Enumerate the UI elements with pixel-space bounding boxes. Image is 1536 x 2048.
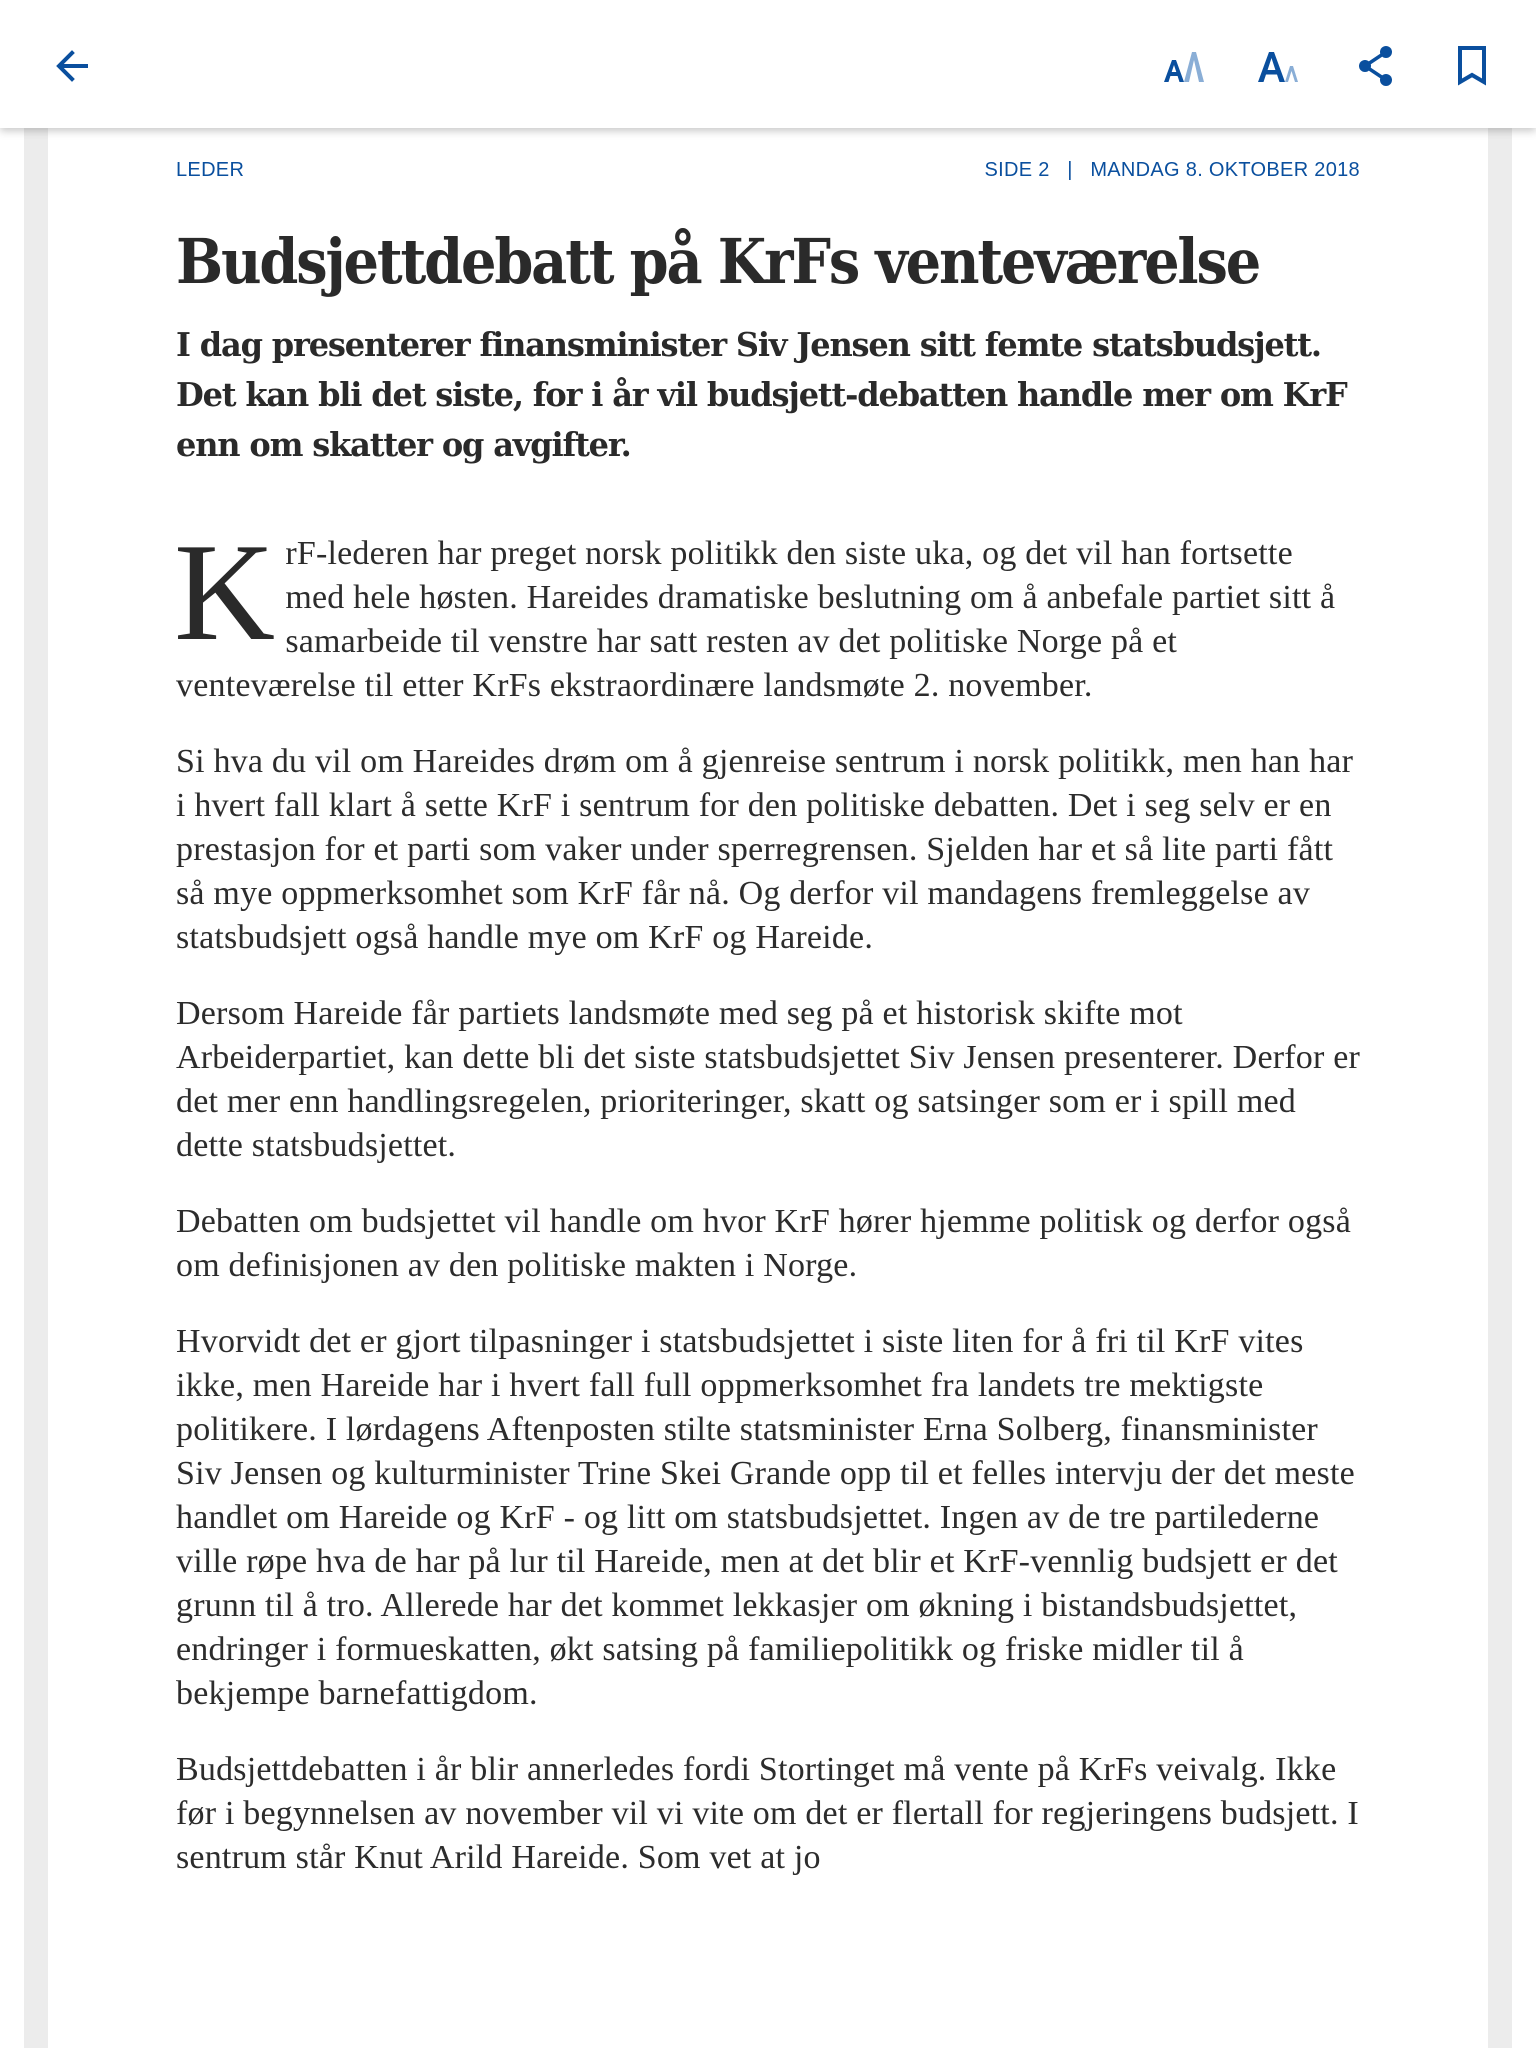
page-gutter-right <box>1488 128 1512 2048</box>
decrease-text-size-button[interactable] <box>1148 34 1220 98</box>
section-label: LEDER <box>176 159 245 181</box>
article-page[interactable] <box>48 128 1488 2048</box>
page-and-date <box>985 159 1361 182</box>
body-paragraph: Debatten om budsjettet vil handle om hvor KrF hører hjemme politisk og derfor også om definisjonen av den politiske makten i Norge. <box>176 1203 1351 1284</box>
article-meta <box>176 128 1360 188</box>
page-gutter-left <box>24 128 48 2048</box>
arrow-left-icon <box>52 46 92 86</box>
body-paragraph: Budsjettdebatten i år blir annerledes fordi Stortinget må vente på KrFs veivalg. Ikke før i begynnelsen av november vil vi vite om det er flertall for regjeringens budsjett. I sentrum står Knut Arild Hareide. Som vet at jo <box>176 1751 1359 1876</box>
article-body <box>174 515 1361 1880</box>
publication-date: MANDAG 8. OKTOBER 2018 <box>1090 159 1360 181</box>
app-header <box>0 0 1536 128</box>
bookmark-button[interactable] <box>1436 34 1508 98</box>
share-button[interactable] <box>1340 34 1412 98</box>
body-paragraph: Si hva du vil om Hareides drøm om å gjenreise sentrum i norsk politikk, men han har i hvert fall klart å sette KrF i sentrum for den politiske debatten. Det i seg selv er en prestasjon for et parti som vaker under sperregrensen. Sjelden har et så lite parti fått så mye oppmerksomhet som KrF får nå. Og derfor vil mandagens fremleggelse av statsbudsjett også handle mye om KrF og Hareide. <box>176 743 1354 956</box>
share-icon <box>1356 44 1396 88</box>
drop-cap: K <box>174 515 276 670</box>
body-paragraph: Dersom Hareide får partiets landsmøte med seg på et historisk skifte mot Arbeiderpartiet, kan dette bli det siste statsbudsjettet Siv Jensen presenterer. Derfor er det mer enn handlingsregelen, prioriteringer, skatt og satsinger som er i spill med dette statsbudsjettet. <box>176 995 1361 1164</box>
body-paragraph: KrF-lederen har preget norsk politikk den siste uka, og det vil han fortsette med hele høsten. Hareides dramatiske beslutning om å anbefale partiet sitt å samarbeide til venstre har satt resten av det politiske Norge på et venteværelse til etter KrFs ekstraordinære landsmøte 2. november. <box>174 515 1336 704</box>
article <box>176 128 1360 1912</box>
article-lead: I dag presenterer finansminister Siv Jensen sitt femte statsbudsjett. Det kan bli det siste, for i år vil budsjett-debatten handle mer om KrF enn om skatter og avgifter. <box>176 325 1347 464</box>
page-number: SIDE 2 <box>984 159 1050 181</box>
back-button[interactable] <box>40 34 104 98</box>
article-title: Budsjettdebatt på KrFs venteværelse <box>176 225 1260 298</box>
text-size-increase-icon <box>1256 46 1304 86</box>
text-size-decrease-icon <box>1162 46 1206 86</box>
body-paragraph: Hvorvidt det er gjort tilpasninger i statsbudsjettet i siste liten for å fri til KrF vites ikke, men Hareide har i hvert fall full oppmerksomhet fra landets tre mektigste politikere. I lørdagens Aftenposten stilte statsminister Erna Solberg, finansminister Siv Jensen og kulturminister Trine Skei Grande opp til et felles intervju der det meste handlet om Hareide og KrF - og litt om statsbudsjettet. Ingen av de tre partilederne ville røpe hva de har på lur til Hareide, men at det blir et KrF-vennlig budsjett er det grunn til å tro. Allerede har det kommet lekkasjer om økning i bistandsbudsjettet, endringer i formueskatten, økt satsing på familiepolitikk og friske midler til å bekjempe barnefattigdom. <box>176 1323 1355 1712</box>
increase-text-size-button[interactable] <box>1244 34 1316 98</box>
bookmark-icon <box>1455 44 1489 88</box>
meta-separator: | <box>1067 159 1073 181</box>
